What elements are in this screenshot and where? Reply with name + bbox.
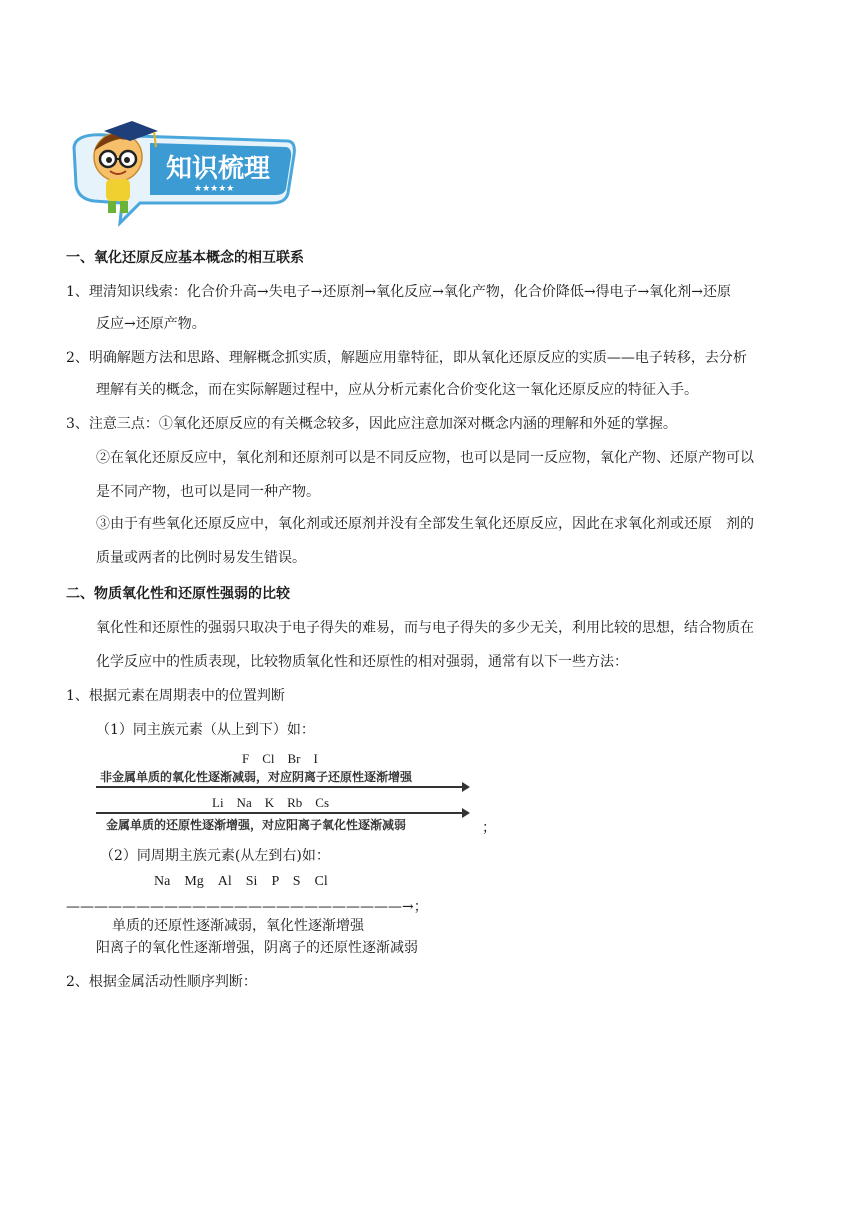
paragraph-5-title: 1、根据元素在周期表中的位置判断 <box>66 688 285 704</box>
badge-stars: ★★★★★ <box>194 184 235 194</box>
paragraph-1-line-2: 反应→还原产物。 <box>96 316 206 332</box>
same-group-intro: （1）同主族元素（从上到下）如： <box>96 722 315 738</box>
knowledge-badge <box>66 115 298 227</box>
group-trend-figure <box>96 748 476 838</box>
period-trend-line-1: 单质的还原性逐渐减弱，氧化性逐渐增强 <box>112 918 364 934</box>
arrow-nonmetal <box>96 786 468 788</box>
paragraph-4-line-1: 氧化性和还原性的强弱只取决于电子得失的难易，而与电子得失的多少无关，利用比较的思想，结合物质在 <box>96 620 754 636</box>
nonmetal-trend-label: 非金属单质的氧化性逐渐减弱，对应阴离子还原性逐渐增强 <box>100 770 413 784</box>
metal-trend-label: 金属单质的还原性逐渐增强，对应阳离子氧化性逐渐减弱 <box>106 818 407 832</box>
paragraph-3-line-3: 是不同产物，也可以是同一种产物。 <box>96 484 320 500</box>
paragraph-3-line-5: 质量或两者的比例时易发生错误。 <box>96 550 306 566</box>
period-elements: Na Mg Al Si P S Cl <box>154 874 328 889</box>
same-period-intro: （2）同周期主族元素(从左到右)如： <box>100 848 330 864</box>
paragraph-2-line-1: 2、明确解题方法和思路、理解概念抓实质，解题应用靠特征，即从氧化还原反应的实质——电子转移，去分析 <box>66 350 747 366</box>
badge-title: 知识梳理 <box>166 154 271 184</box>
paragraph-1-line-1: 1、理清知识线索：化合价升高→失电子→还原剂→氧化反应→氧化产物，化合价降低→得电子→氧化剂→还原 <box>66 284 732 300</box>
paragraph-3-line-2: ②在氧化还原反应中，氧化剂和还原剂可以是不同反应物，也可以是同一反应物，氧化产物、还原产物可以 <box>96 450 754 466</box>
halogen-elements: F Cl Br I <box>242 751 318 766</box>
arrow-metal <box>96 812 468 814</box>
section-title-1: 一、氧化还原反应基本概念的相互联系 <box>66 250 304 266</box>
figure-semicolon: ； <box>482 820 496 836</box>
period-dash-arrow: ————————————————————————→； <box>66 899 428 915</box>
paragraph-2-line-2: 理解有关的概念，而在实际解题过程中，应从分析元素化合价变化这一氧化还原反应的特征入手。 <box>96 382 698 398</box>
section-title-2: 二、物质氧化性和还原性强弱的比较 <box>66 586 290 602</box>
paragraph-3-line-1: 3、注意三点：①氧化还原反应的有关概念较多，因此应注意加深对概念内涵的理解和外延的掌握。 <box>66 416 677 432</box>
paragraph-3-line-4: ③由于有些氧化还原反应中，氧化剂或还原剂并没有全部发生氧化还原反应，因此在求氧化剂或还原 剂的 <box>96 516 754 532</box>
paragraph-6: 2、根据金属活动性顺序判断： <box>66 974 257 990</box>
alkali-elements: Li Na K Rb Cs <box>212 795 330 810</box>
paragraph-4-line-2: 化学反应中的性质表现，比较物质氧化性和还原性的相对强弱，通常有以下一些方法： <box>96 654 628 670</box>
period-trend-line-2: 阳离子的氧化性逐渐增强，阴离子的还原性逐渐减弱 <box>96 940 418 956</box>
